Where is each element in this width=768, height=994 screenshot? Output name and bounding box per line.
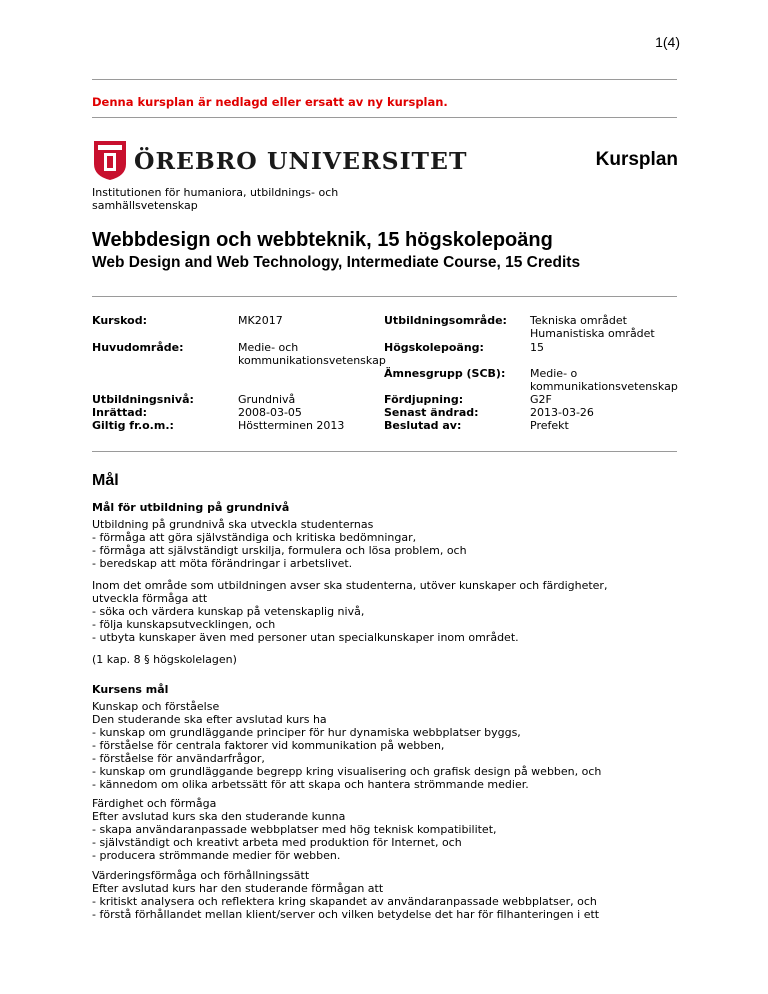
huvudomrade-value: Medie- och (238, 341, 299, 354)
utbildningsniva-label: Utbildningsnivå: (92, 393, 194, 406)
subheading-kursens-mal: Kursens mål (92, 683, 169, 696)
divider (92, 79, 677, 80)
fordjupning-value: G2F (530, 393, 552, 406)
paragraph: Värderingsförmåga och förhållningssätt Efter avslutad kurs har den studerande förmågan att - kritiskt analysera och reflektera kring skapandet av användaranpassade webbplatser, och - förstå förhållandet mellan klient/server och vilken betydelse det har för filhanteringen i ett (92, 869, 600, 921)
beslutad-label: Beslutad av: (384, 419, 462, 432)
beslutad-value: Prefekt (530, 419, 569, 432)
page-number: 1(4) (655, 34, 680, 50)
giltig-value: Höstterminen 2013 (238, 419, 345, 432)
huvudomrade-label: Huvudområde: (92, 341, 184, 354)
hogskolepoang-label: Högskolepoäng: (384, 341, 484, 354)
section-heading-mal: Mål (92, 472, 119, 489)
kurskod-value: MK2017 (238, 314, 283, 327)
divider (92, 451, 677, 452)
course-title-english: Web Design and Web Technology, Intermediate Course, 15 Credits (92, 254, 581, 271)
utbildningsomrade-value: Tekniska området (530, 314, 627, 327)
paragraph: (1 kap. 8 § högskolelagen) (92, 653, 237, 666)
paragraph: Utbildning på grundnivå ska utveckla studenternas - förmåga att göra självständiga och kritiska bedömningar, - förmåga att självständigt urskilja, formulera och lösa problem, och - beredskap att möta förändringar i arbetslivet. (92, 518, 467, 570)
amnesgrupp-value: Medie- o (530, 367, 578, 380)
institution: Institutionen för humaniora, utbildnings- och samhällsvetenskap (92, 186, 339, 212)
kurskod-label: Kurskod: (92, 314, 147, 327)
utbildningsniva-value: Grundnivå (238, 393, 296, 406)
giltig-label: Giltig fr.o.m.: (92, 419, 174, 432)
fordjupning-label: Fördjupning: (384, 393, 464, 406)
discontinued-notice: Denna kursplan är nedlagd eller ersatt av ny kursplan. (92, 95, 448, 109)
amnesgrupp-value: kommunikationsvetenskap (530, 380, 678, 393)
university-logo (92, 138, 468, 180)
course-title-swedish: Webbdesign och webbteknik, 15 högskolepoäng (92, 229, 553, 251)
senast-andrad-value: 2013-03-26 (530, 406, 594, 419)
utbildningsomrade-value: Humanistiska området (530, 327, 655, 340)
inrattad-value: 2008-03-05 (238, 406, 302, 419)
university-crest-icon (94, 141, 126, 180)
paragraph: Kunskap och förståelse Den studerande ska efter avslutad kurs ha - kunskap om grundläggande principer för hur dynamiska webbplatser byggs, - förståelse för centrala faktorer vid kommunikation på webben, - förståelse för användarfrågor, - kunskap om grundläggande begrepp kring visualisering och grafisk design på webben, och - kännedom om olika arbetssätt för att skapa och hantera strömmande medier. (92, 700, 602, 791)
utbildningsomrade-label: Utbildningsområde: (384, 314, 507, 327)
hogskolepoang-value: 15 (530, 341, 544, 354)
divider (92, 117, 677, 118)
huvudomrade-value: kommunikationsvetenskap (238, 354, 386, 367)
document-type: Kursplan (595, 149, 678, 170)
paragraph: Inom det område som utbildningen avser ska studenterna, utöver kunskaper och färdigheter, utveckla förmåga att - söka och värdera kunskap på vetenskaplig nivå, - följa kunskapsutvecklingen, och - utbyta kunskaper även med personer utan specialkunskaper inom området. (92, 579, 608, 644)
logo-wordmark: ÖREBRO UNIVERSITET (134, 147, 468, 175)
inrattad-label: Inrättad: (92, 406, 147, 419)
subheading-grundniva: Mål för utbildning på grundnivå (92, 501, 290, 514)
senast-andrad-label: Senast ändrad: (384, 406, 479, 419)
paragraph: Färdighet och förmåga Efter avslutad kurs ska den studerande kunna - skapa användaranpassade webbplatser med hög teknisk kompatibilitet, - självständigt och kreativt arbeta med produktion för Internet, och - producera strömmande medier för webben. (92, 797, 497, 862)
amnesgrupp-label: Ämnesgrupp (SCB): (384, 367, 506, 380)
divider (92, 296, 677, 297)
